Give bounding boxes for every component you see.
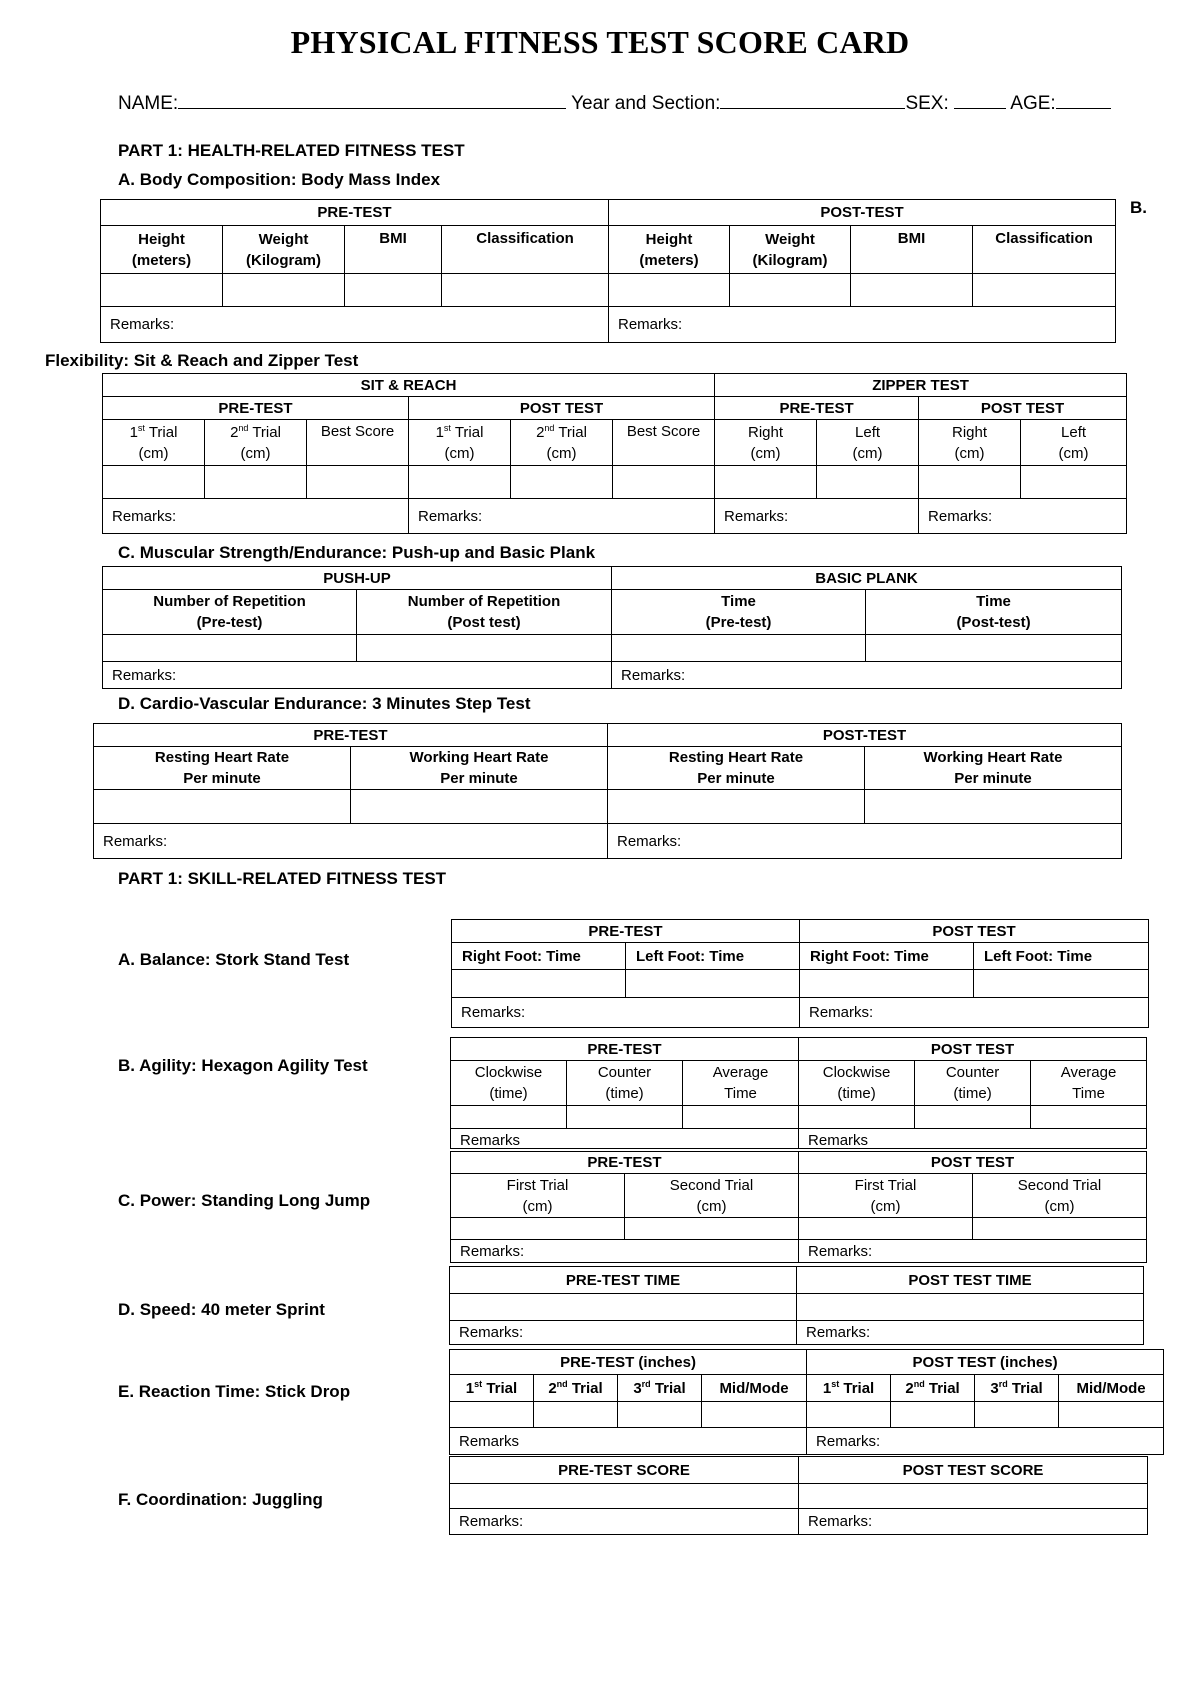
pre-bmi-header: BMI (345, 226, 442, 274)
reaction-post-remarks[interactable]: Remarks: (807, 1428, 1164, 1455)
zipper-pre-remarks[interactable]: Remarks: (715, 499, 919, 534)
age-label: AGE: (1010, 93, 1056, 114)
flex-cell[interactable] (919, 466, 1021, 499)
plank-post-header: Time (Post-test) (866, 590, 1122, 635)
reaction-cell[interactable] (807, 1402, 891, 1428)
balance-cell[interactable] (800, 970, 974, 998)
post-weight-cell[interactable] (730, 274, 851, 307)
pre-right-foot-header: Right Foot: Time (452, 943, 626, 970)
balance-heading: A. Balance: Stork Stand Test (118, 950, 350, 969)
reaction-cell[interactable] (618, 1402, 702, 1428)
pushup-pre-cell[interactable] (103, 635, 357, 662)
post-height-header: Height (meters) (609, 226, 730, 274)
plank-remarks[interactable]: Remarks: (612, 662, 1122, 689)
post-right-foot-header: Right Foot: Time (800, 943, 974, 970)
cardio-post-remarks[interactable]: Remarks: (608, 824, 1122, 859)
power-cell[interactable] (973, 1218, 1147, 1240)
cardio-post-header: POST-TEST (608, 724, 1122, 747)
power-pre-header: PRE-TEST (451, 1152, 799, 1174)
post-trial1-header: 1st Trial (807, 1375, 891, 1402)
bmi-post-remarks[interactable]: Remarks: (609, 307, 1116, 343)
agility-cell[interactable] (451, 1106, 567, 1129)
bmi-pre-remarks[interactable]: Remarks: (101, 307, 609, 343)
agility-heading: B. Agility: Hexagon Agility Test (118, 1056, 368, 1075)
reaction-cell[interactable] (702, 1402, 807, 1428)
pre-average-header: Average Time (683, 1061, 799, 1106)
post-best-score-header: Best Score (613, 420, 715, 466)
power-table (450, 1151, 1147, 1263)
post-classification-header: Classification (973, 226, 1116, 274)
pushup-header: PUSH-UP (103, 567, 612, 590)
pushup-post-cell[interactable] (357, 635, 612, 662)
pre-trial2-header: 2nd Trial (cm) (205, 420, 307, 466)
sit-reach-post-remarks[interactable]: Remarks: (409, 499, 715, 534)
pre-first-trial-header: First Trial (cm) (451, 1174, 625, 1218)
reaction-heading: E. Reaction Time: Stick Drop (118, 1382, 351, 1401)
post-classification-cell[interactable] (973, 274, 1116, 307)
post-first-trial-header: First Trial (cm) (799, 1174, 973, 1218)
post-clockwise-header: Clockwise (time) (799, 1061, 915, 1106)
power-post-header: POST TEST (799, 1152, 1147, 1174)
flex-cell[interactable] (205, 466, 307, 499)
coordination-pre-cell[interactable] (450, 1484, 799, 1509)
pre-resting-header: Resting Heart Rate Per minute (94, 747, 351, 790)
part1-heading: PART 1: HEALTH-RELATED FITNESS TEST (118, 141, 465, 160)
zipper-pre-right-header: Right (cm) (715, 420, 817, 466)
plank-post-cell[interactable] (866, 635, 1122, 662)
pre-height-cell[interactable] (101, 274, 223, 307)
agility-cell[interactable] (915, 1106, 1031, 1129)
power-post-remarks[interactable]: Remarks: (799, 1240, 1147, 1263)
bmi-pretest-header: PRE-TEST (101, 200, 609, 226)
post-resting-cell[interactable] (608, 790, 865, 824)
post-average-header: Average Time (1031, 1061, 1147, 1106)
coordination-post-header: POST TEST SCORE (799, 1457, 1148, 1484)
sit-reach-header: SIT & REACH (103, 374, 715, 397)
post-second-trial-header: Second Trial (cm) (973, 1174, 1147, 1218)
flex-cell[interactable] (103, 466, 205, 499)
post-counter-header: Counter (time) (915, 1061, 1031, 1106)
post-trial1-header: 1st Trial (cm) (409, 420, 511, 466)
pre-trial1-header: 1st Trial (450, 1375, 534, 1402)
reaction-table (449, 1349, 1164, 1455)
balance-post-remarks[interactable]: Remarks: (800, 998, 1149, 1028)
speed-heading: D. Speed: 40 meter Sprint (118, 1300, 325, 1319)
pre-height-header: Height (meters) (101, 226, 223, 274)
pre-trial2-header: 2nd Trial (534, 1375, 618, 1402)
flex-cell[interactable] (715, 466, 817, 499)
pre-working-cell[interactable] (351, 790, 608, 824)
power-cell[interactable] (451, 1218, 625, 1240)
pushup-remarks[interactable]: Remarks: (103, 662, 612, 689)
speed-post-remarks[interactable]: Remarks: (797, 1321, 1144, 1345)
sex-field[interactable] (954, 90, 1006, 109)
plank-header: BASIC PLANK (612, 567, 1122, 590)
zipper-post-left-header: Left (cm) (1021, 420, 1127, 466)
bmi-table (100, 199, 1116, 343)
reaction-cell[interactable] (450, 1402, 534, 1428)
name-label: NAME: (118, 93, 179, 114)
reaction-cell[interactable] (891, 1402, 975, 1428)
plank-pre-cell[interactable] (612, 635, 866, 662)
post-working-header: Working Heart Rate Per minute (865, 747, 1122, 790)
flexibility-table (102, 373, 1127, 534)
agility-post-remarks[interactable]: Remarks (799, 1129, 1147, 1149)
pre-weight-header: Weight (Kilogram) (223, 226, 345, 274)
year-section-label: Year and Section: (571, 93, 721, 114)
coordination-pre-header: PRE-TEST SCORE (450, 1457, 799, 1484)
pushup-pre-header: Number of Repetition (Pre-test) (103, 590, 357, 635)
cardio-table (93, 723, 1122, 859)
agility-post-header: POST TEST (799, 1038, 1147, 1061)
agility-pre-remarks[interactable]: Remarks (451, 1129, 799, 1149)
balance-cell[interactable] (626, 970, 800, 998)
power-heading: C. Power: Standing Long Jump (118, 1191, 371, 1210)
age-field[interactable] (1056, 90, 1111, 109)
coordination-post-cell[interactable] (799, 1484, 1148, 1509)
name-field[interactable] (178, 90, 566, 109)
balance-post-header: POST TEST (800, 920, 1149, 943)
coordination-pre-remarks[interactable]: Remarks: (450, 1509, 799, 1535)
pre-trial1-header: 1st Trial (cm) (103, 420, 205, 466)
pre-weight-cell[interactable] (223, 274, 345, 307)
agility-cell[interactable] (567, 1106, 683, 1129)
year-section-field[interactable] (720, 90, 905, 109)
pushup-post-header: Number of Repetition (Post test) (357, 590, 612, 635)
reaction-post-header: POST TEST (inches) (807, 1350, 1164, 1375)
pre-trial3-header: 3rd Trial (618, 1375, 702, 1402)
zipper-post-right-header: Right (cm) (919, 420, 1021, 466)
pre-bmi-cell[interactable] (345, 274, 442, 307)
student-info-line (118, 90, 1111, 115)
sex-label: SEX: (905, 93, 949, 114)
section-d-heading: D. Cardio-Vascular Endurance: 3 Minutes Step Test (118, 694, 531, 713)
pre-left-foot-header: Left Foot: Time (626, 943, 800, 970)
strength-table (102, 566, 1122, 689)
stray-b-label: B. (1130, 198, 1147, 217)
pre-best-score-header: Best Score (307, 420, 409, 466)
post-bmi-header: BMI (851, 226, 973, 274)
coordination-heading: F. Coordination: Juggling (118, 1490, 323, 1509)
power-pre-remarks[interactable]: Remarks: (451, 1240, 799, 1263)
post-resting-header: Resting Heart Rate Per minute (608, 747, 865, 790)
speed-pre-header: PRE-TEST TIME (450, 1267, 797, 1294)
pre-resting-cell[interactable] (94, 790, 351, 824)
reaction-pre-remarks[interactable]: Remarks (450, 1428, 807, 1455)
sit-reach-post-header: POST TEST (409, 397, 715, 420)
agility-pre-header: PRE-TEST (451, 1038, 799, 1061)
pre-classification-cell[interactable] (442, 274, 609, 307)
balance-pre-header: PRE-TEST (452, 920, 800, 943)
cardio-pre-header: PRE-TEST (94, 724, 608, 747)
zipper-post-header: POST TEST (919, 397, 1127, 420)
flex-cell[interactable] (613, 466, 715, 499)
post-trial2-header: 2nd Trial (cm) (511, 420, 613, 466)
bmi-posttest-header: POST-TEST (609, 200, 1116, 226)
balance-pre-remarks[interactable]: Remarks: (452, 998, 800, 1028)
post-left-foot-header: Left Foot: Time (974, 943, 1149, 970)
speed-pre-remarks[interactable]: Remarks: (450, 1321, 797, 1345)
post-trial3-header: 3rd Trial (975, 1375, 1059, 1402)
pre-second-trial-header: Second Trial (cm) (625, 1174, 799, 1218)
section-b-heading: Flexibility: Sit & Reach and Zipper Test (45, 351, 359, 370)
speed-post-cell[interactable] (797, 1294, 1144, 1321)
post-trial2-header: 2nd Trial (891, 1375, 975, 1402)
flex-cell[interactable] (307, 466, 409, 499)
zipper-header: ZIPPER TEST (715, 374, 1127, 397)
agility-cell[interactable] (683, 1106, 799, 1129)
pre-mid-mode-header: Mid/Mode (702, 1375, 807, 1402)
reaction-pre-header: PRE-TEST (inches) (450, 1350, 807, 1375)
balance-cell[interactable] (452, 970, 626, 998)
part2-heading: PART 1: SKILL-RELATED FITNESS TEST (118, 869, 447, 888)
flex-cell[interactable] (817, 466, 919, 499)
post-mid-mode-header: Mid/Mode (1059, 1375, 1164, 1402)
coordination-table (449, 1456, 1148, 1535)
flex-cell[interactable] (409, 466, 511, 499)
reaction-cell[interactable] (975, 1402, 1059, 1428)
pre-working-header: Working Heart Rate Per minute (351, 747, 608, 790)
power-cell[interactable] (625, 1218, 799, 1240)
speed-table (449, 1266, 1144, 1345)
reaction-cell[interactable] (534, 1402, 618, 1428)
power-cell[interactable] (799, 1218, 973, 1240)
pre-counter-header: Counter (time) (567, 1061, 683, 1106)
flex-cell[interactable] (1021, 466, 1127, 499)
zipper-post-remarks[interactable]: Remarks: (919, 499, 1127, 534)
section-c-heading: C. Muscular Strength/Endurance: Push-up and Basic Plank (118, 543, 596, 562)
post-working-cell[interactable] (865, 790, 1122, 824)
speed-post-header: POST TEST TIME (797, 1267, 1144, 1294)
balance-table (451, 919, 1149, 1028)
balance-cell[interactable] (974, 970, 1149, 998)
post-height-cell[interactable] (609, 274, 730, 307)
pre-clockwise-header: Clockwise (time) (451, 1061, 567, 1106)
post-bmi-cell[interactable] (851, 274, 973, 307)
zipper-pre-header: PRE-TEST (715, 397, 919, 420)
page-title: PHYSICAL FITNESS TEST SCORE CARD (290, 24, 910, 60)
coordination-post-remarks[interactable]: Remarks: (799, 1509, 1148, 1535)
agility-cell[interactable] (1031, 1106, 1147, 1129)
pre-classification-header: Classification (442, 226, 609, 274)
cardio-pre-remarks[interactable]: Remarks: (94, 824, 608, 859)
speed-pre-cell[interactable] (450, 1294, 797, 1321)
post-weight-header: Weight (Kilogram) (730, 226, 851, 274)
flex-cell[interactable] (511, 466, 613, 499)
zipper-pre-left-header: Left (cm) (817, 420, 919, 466)
sit-reach-pre-remarks[interactable]: Remarks: (103, 499, 409, 534)
agility-table (450, 1037, 1147, 1149)
plank-pre-header: Time (Pre-test) (612, 590, 866, 635)
agility-cell[interactable] (799, 1106, 915, 1129)
section-a-heading: A. Body Composition: Body Mass Index (118, 170, 441, 189)
sit-reach-pre-header: PRE-TEST (103, 397, 409, 420)
reaction-cell[interactable] (1059, 1402, 1164, 1428)
